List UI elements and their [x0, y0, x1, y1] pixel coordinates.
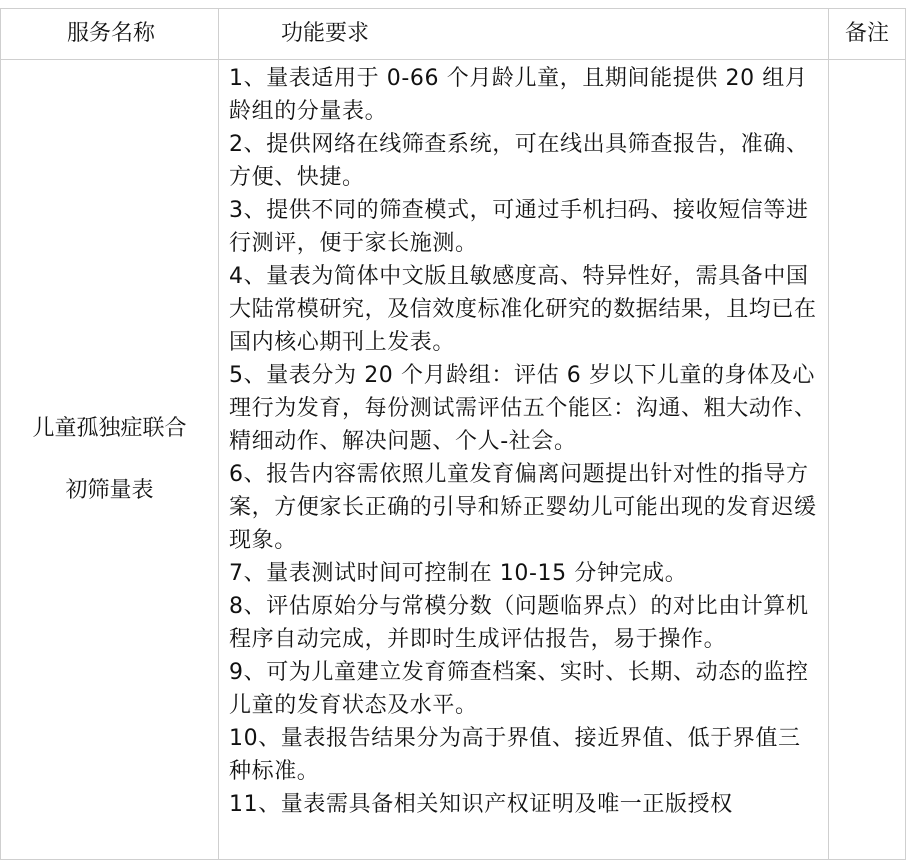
requirements-cell	[219, 60, 829, 860]
note-cell	[829, 60, 906, 860]
requirement-item: 1、量表适用于 0-66 个月龄儿童，且期间能提供 20 组月龄组的分量表。	[229, 66, 808, 124]
requirement-item: 4、量表为简体中文版且敏感度高、特异性好，需具备中国大陆常模研究，及信效度标准化研究的数据结果，且均已在国内核心期刊上发表。	[229, 264, 817, 355]
service-name-line: 儿童孤独症联合	[32, 415, 187, 441]
requirement-item: 5、量表分为 20 个月龄组：评估 6 岁以下儿童的身体及心理行为发育，每份测试需评估五个能区：沟通、粗大动作、精细动作、解决问题、个人-社会。	[229, 363, 817, 454]
requirement-item: 3、提供不同的筛查模式，可通过手机扫码、接收短信等进行测评，便于家长施测。	[229, 198, 809, 256]
service-name-line: 初筛量表	[65, 477, 154, 503]
requirement-item: 11、量表需具备相关知识产权证明及唯一正版授权	[229, 792, 733, 817]
requirement-item: 10、量表报告结果分为高于界值、接近界值、低于界值三种标准。	[229, 726, 801, 784]
header-requirements: 功能要求	[219, 9, 829, 60]
header-service-name: 服务名称	[1, 9, 219, 60]
requirement-item: 9、可为儿童建立发育筛查档案、实时、长期、动态的监控儿童的发育状态及水平。	[229, 660, 809, 718]
requirements-table	[0, 8, 906, 860]
requirement-item: 8、评估原始分与常模分数（问题临界点）的对比由计算机程序自动完成，并即时生成评估报告，易于操作。	[229, 594, 809, 652]
requirement-item: 7、量表测试时间可控制在 10-15 分钟完成。	[229, 561, 688, 586]
header-note: 备注	[829, 9, 906, 60]
requirement-item: 2、提供网络在线筛查系统，可在线出具筛查报告，准确、方便、快捷。	[229, 132, 809, 190]
service-name-cell	[1, 60, 219, 860]
table-header-row	[1, 9, 906, 60]
requirement-item: 6、报告内容需依照儿童发育偏离问题提出针对性的指导方案，方便家长正确的引导和矫正婴幼儿可能出现的发育迟缓现象。	[229, 462, 817, 553]
table-row	[1, 60, 906, 860]
